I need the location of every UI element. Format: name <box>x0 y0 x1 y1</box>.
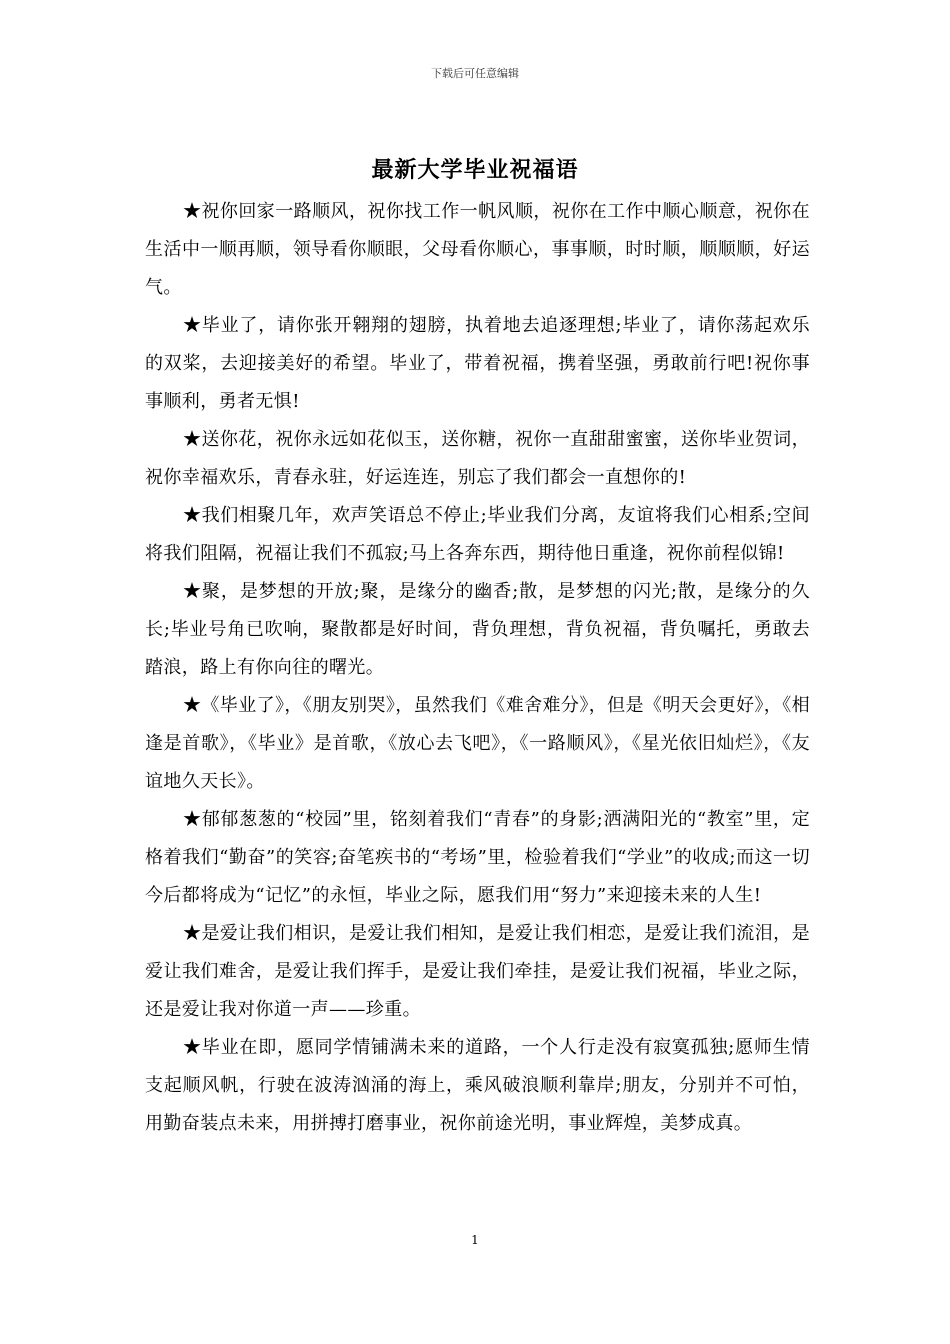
paragraph-6: ★《毕业了》，《朋友别哭》，虽然我们《难舍难分》，但是《明天会更好》，《相逢是首歌》，《毕业》是首歌，《放心去飞吧》，《一路顺风》，《星光依旧灿烂》，《友谊地久天长》。 <box>145 695 810 792</box>
document-body <box>145 193 810 1143</box>
paragraph-1: ★祝你回家一路顺风，祝你找工作一帆风顺，祝你在工作中顺心顺意，祝你在生活中一顺再顺，领导看你顺眼，父母看你顺心，事事顺，时时顺，顺顺顺，好运气。 <box>145 201 810 298</box>
paragraph-5: ★聚，是梦想的开放;聚，是缘分的幽香;散，是梦想的闪光;散，是缘分的久长;毕业号角已吹响，聚散都是好时间，背负理想，背负祝福，背负嘱托，勇敢去踏浪，路上有你向往的曙光。 <box>145 581 810 678</box>
paragraph-8: ★是爱让我们相识，是爱让我们相知，是爱让我们相恋，是爱让我们流泪，是爱让我们难舍，是爱让我们挥手，是爱让我们牵挂，是爱让我们祝福，毕业之际，还是爱让我对你道一声——珍重。 <box>145 923 810 1020</box>
paragraph-3: ★送你花，祝你永远如花似玉，送你糖，祝你一直甜甜蜜蜜，送你毕业贺词，祝你幸福欢乐，青春永驻，好运连连，别忘了我们都会一直想你的! <box>145 429 810 488</box>
paragraph-2: ★毕业了，请你张开翱翔的翅膀，执着地去追逐理想;毕业了，请你荡起欢乐的双桨，去迎接美好的希望。毕业了，带着祝福，携着坚强，勇敢前行吧!祝你事事顺利，勇者无惧! <box>145 315 810 412</box>
paragraph-7: ★郁郁葱葱的“校园”里，铭刻着我们“青春”的身影;洒满阳光的“教室”里，定格着我们“勤奋”的笑容;奋笔疾书的“考场”里，检验着我们“学业”的收成;而这一切今后都将成为“记忆”的永恒，毕业之际，愿我们用“努力”来迎接未来的人生! <box>145 809 810 906</box>
page-number: 1 <box>471 1233 479 1247</box>
paragraph-4: ★我们相聚几年，欢声笑语总不停止;毕业我们分离，友谊将我们心相系;空间将我们阻隔，祝福让我们不孤寂;马上各奔东西，期待他日重逢，祝你前程似锦! <box>145 505 810 564</box>
page-header-note: 下载后可任意编辑 <box>431 67 519 80</box>
document-title: 最新大学毕业祝福语 <box>371 158 579 183</box>
paragraph-9: ★毕业在即，愿同学情铺满未来的道路，一个人行走没有寂寞孤独;愿师生情支起顺风帆，行驶在波涛汹涌的海上，乘风破浪顺利靠岸;朋友，分别并不可怕，用勤奋装点未来，用拼搏打磨事业，祝你前途光明，事业辉煌，美梦成真。 <box>145 1037 810 1134</box>
